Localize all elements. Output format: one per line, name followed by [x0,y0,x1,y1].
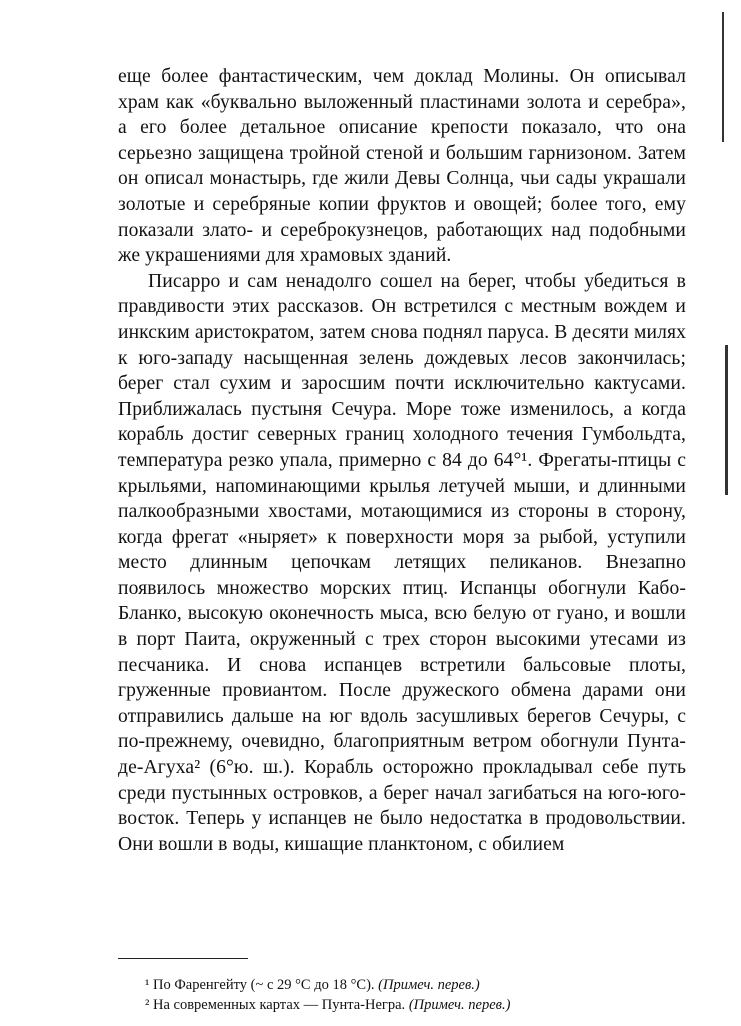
footnote-text: На современных картах — Пунта-Негра. [152,997,406,1013]
footnote-1 [145,975,705,995]
paragraph-2: Писарро и сам ненадолго сошел на берег, чтобы убедиться в правдивости этих рассказов. Он встретился с местным вождем и инкским аристократом, затем снова поднял паруса. В десяти милях к юго-западу насыщенная зелень дождевых лесов закончилась; берег стал сухим и заросшим почти исключительно кактусами. Приближалась пустыня Сечура. Море тоже изменилось, а когда корабль достиг северных границ холодного течения Гумбольдта, температура резко упала, примерно с 84 до 64°¹. Фрегаты-птицы с крыльями, напоминающими крылья летучей мыши, и длинными палкообразными хвостами, мотающимися из стороны в сторону, когда фрегат «ныряет» к поверхности моря за рыбой, уступили место длинным цепочкам летящих пеликанов. Внезапно появилось множество морских птиц. Испанцы обогнули Кабо-Бланко, высокую оконечность мыса, всю белую от гуано, и вошли в порт Паита, окруженный с трех сторон высокими утесами из песчаника. И снова испанцев встретили бальсовые плоты, груженные провиантом. После дружеского обмена дарами они отправились дальше на юг вдоль засушливых берегов Сечуры, с по-прежнему, очевидно, благоприятным ветром обогнули Пунта-де-Агуха² (6°ю. ш.). Корабль осторожно прокладывал себе путь среди пустынных островков, а берег начал загибаться на юго-юго-восток. Теперь у испанцев не было недостатка в продовольствии. Они вошли в воды, кишащие планктоном, с обилием [118,270,686,855]
footnote-2 [145,995,705,1015]
scan-edge-mark-top [722,12,724,142]
footnote-text: По Фаренгейту (~ с 29 °С до 18 °С). [152,977,375,993]
scan-edge-mark-middle [725,345,728,495]
paragraph-1: еще более фантастическим, чем доклад Молины. Он описывал храм как «буквально выложенный пластинами золота и серебра», а его более детальное описание крепости показало, что она серьезно защищена тройной стеной и большим гарнизоном. Затем он описал монастырь, где жили Девы Солнца, чьи сады украшали золотые и серебряные копии фруктов и овощей; более того, ему показали злато- и сереброкузнецов, работающих над подобными же украшениями для храмовых зданий. [118,66,686,267]
footnote-note: (Примеч. перев.) [408,997,511,1013]
footnote-note: (Примеч. перев.) [378,977,480,993]
footnotes [145,975,705,1015]
footnote-marker: ² [145,997,150,1013]
footnote-divider [118,958,248,959]
main-text [118,64,686,857]
footnote-marker: ¹ [145,977,150,993]
